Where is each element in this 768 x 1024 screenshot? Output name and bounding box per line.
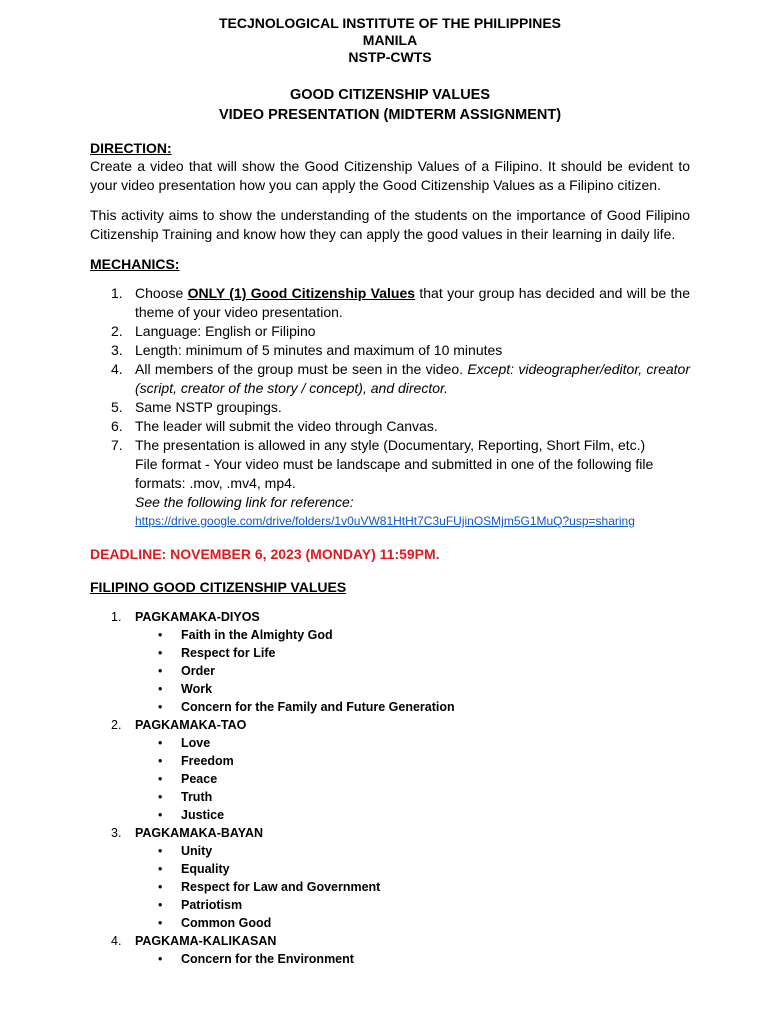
list-item bbox=[90, 698, 690, 716]
value-group bbox=[90, 608, 690, 716]
item-emphasis: ONLY (1) Good Citizenship Values bbox=[187, 285, 416, 301]
item-text: All members of the group must be seen in the video. bbox=[135, 361, 468, 377]
list-item bbox=[90, 662, 690, 680]
mechanics-item bbox=[90, 360, 690, 398]
value-group-title: PAGKAMAKA-BAYAN bbox=[135, 826, 264, 840]
list-item bbox=[90, 806, 690, 824]
value-sub-list bbox=[90, 842, 690, 932]
list-item-text: Work bbox=[181, 682, 213, 696]
bullet-icon: • bbox=[158, 754, 163, 768]
bullet-icon: • bbox=[158, 646, 163, 660]
value-sub-list bbox=[90, 950, 690, 968]
bullet-icon: • bbox=[158, 898, 163, 912]
list-item bbox=[90, 626, 690, 644]
file-format-text: File format - Your video must be landscape and submitted in one of the following file formats: .mov, .mv4, mp4. bbox=[135, 456, 654, 491]
mechanics-item bbox=[90, 436, 690, 531]
bullet-icon: • bbox=[158, 682, 163, 696]
item-number: 7. bbox=[111, 437, 123, 453]
item-number: 5. bbox=[111, 399, 123, 415]
list-item-text: Unity bbox=[181, 844, 213, 858]
item-number: 4. bbox=[111, 361, 123, 377]
list-item bbox=[90, 770, 690, 788]
value-group-title-row bbox=[90, 608, 690, 626]
value-group-title: PAGKAMAKA-TAO bbox=[135, 718, 247, 732]
value-group-title: PAGKAMA-KALIKASAN bbox=[135, 934, 277, 948]
value-group-number: 1. bbox=[111, 610, 122, 624]
item-text: Choose bbox=[135, 285, 188, 301]
value-group-title-row bbox=[90, 716, 690, 734]
mechanics-item bbox=[90, 417, 690, 436]
mechanics-item bbox=[90, 284, 690, 322]
item-text: Length: minimum of 5 minutes and maximum of 10 minutes bbox=[135, 342, 503, 358]
bullet-icon: • bbox=[158, 952, 163, 966]
list-item-text: Concern for the Family and Future Generation bbox=[181, 700, 455, 714]
mechanics-item bbox=[90, 341, 690, 360]
program-name: NSTP-CWTS bbox=[348, 49, 432, 65]
value-sub-list bbox=[90, 734, 690, 824]
bullet-icon: • bbox=[158, 628, 163, 642]
list-item-text: Freedom bbox=[181, 754, 234, 768]
item-text: Language: English or Filipino bbox=[135, 323, 316, 339]
document-header bbox=[90, 15, 690, 66]
reference-label: See the following link for reference: bbox=[135, 494, 354, 510]
list-item bbox=[90, 914, 690, 932]
list-item bbox=[90, 950, 690, 968]
list-item-text: Equality bbox=[181, 862, 230, 876]
item-number: 2. bbox=[111, 323, 123, 339]
list-item-text: Faith in the Almighty God bbox=[181, 628, 333, 642]
mechanics-list bbox=[90, 284, 690, 531]
bullet-icon: • bbox=[158, 862, 163, 876]
reference-link[interactable]: https://drive.google.com/drive/folders/1v0uVW81HtHt7C3uFUjinOSMjm5G1MuQ?usp=sharing bbox=[135, 514, 635, 528]
title-line-1: GOOD CITIZENSHIP VALUES bbox=[289, 87, 491, 103]
mechanics-heading: MECHANICS: bbox=[90, 256, 180, 272]
bullet-icon: • bbox=[158, 700, 163, 714]
list-item bbox=[90, 860, 690, 878]
deadline-notice: DEADLINE: NOVEMBER 6, 2023 (MONDAY) 11:59PM. bbox=[90, 546, 440, 562]
list-item-text: Order bbox=[181, 664, 216, 678]
item-number: 6. bbox=[111, 418, 123, 434]
list-item bbox=[90, 896, 690, 914]
bullet-icon: • bbox=[158, 844, 163, 858]
values-list bbox=[90, 608, 690, 968]
list-item bbox=[90, 788, 690, 806]
list-item-text: Common Good bbox=[181, 916, 272, 930]
list-item bbox=[90, 752, 690, 770]
item-italic-note: Except: videographer/editor, creator (script, creator of the story / concept), and director. bbox=[135, 361, 690, 396]
list-item bbox=[90, 680, 690, 698]
list-item-text: Love bbox=[181, 736, 211, 750]
direction-paragraph-2: This activity aims to show the understanding of the students on the importance of Good Filipino Citizenship Training and know how they can apply the good values in their learning in daily life. bbox=[90, 207, 690, 242]
bullet-icon: • bbox=[158, 664, 163, 678]
list-item bbox=[90, 644, 690, 662]
mechanics-item bbox=[90, 322, 690, 341]
institution-name: TECJNOLOGICAL INSTITUTE OF THE PHILIPPINES bbox=[219, 15, 561, 31]
list-item-text: Truth bbox=[181, 790, 213, 804]
institution-city: MANILA bbox=[362, 32, 418, 48]
value-group-title: PAGKAMAKA-DIYOS bbox=[135, 610, 260, 624]
list-item-text: Justice bbox=[181, 808, 225, 822]
bullet-icon: • bbox=[158, 790, 163, 804]
values-heading: FILIPINO GOOD CITIZENSHIP VALUES bbox=[90, 579, 347, 595]
value-group-number: 4. bbox=[111, 934, 122, 948]
list-item bbox=[90, 842, 690, 860]
list-item bbox=[90, 734, 690, 752]
item-text: Same NSTP groupings. bbox=[135, 399, 282, 415]
direction-paragraph-1: Create a video that will show the Good Citizenship Values of a Filipino. It should be evident to your video presentation how you can apply the Good Citizenship Values as a Filipino citizen. bbox=[90, 158, 690, 193]
mechanics-item bbox=[90, 398, 690, 417]
value-group-title-row bbox=[90, 932, 690, 950]
value-group-number: 2. bbox=[111, 718, 122, 732]
title-line-2: VIDEO PRESENTATION (MIDTERM ASSIGNMENT) bbox=[218, 107, 562, 123]
bullet-icon: • bbox=[158, 736, 163, 750]
value-group bbox=[90, 716, 690, 824]
value-group bbox=[90, 824, 690, 932]
item-number: 3. bbox=[111, 342, 123, 358]
bullet-icon: • bbox=[158, 880, 163, 894]
list-item-text: Patriotism bbox=[181, 898, 243, 912]
item-number: 1. bbox=[111, 285, 123, 301]
value-group-number: 3. bbox=[111, 826, 122, 840]
item-text: The leader will submit the video through Canvas. bbox=[135, 418, 438, 434]
bullet-icon: • bbox=[158, 916, 163, 930]
item-text: that your group has decided and will be the theme of your video presentation. bbox=[135, 285, 690, 320]
list-item-text: Concern for the Environment bbox=[181, 952, 354, 966]
bullet-icon: • bbox=[158, 808, 163, 822]
list-item bbox=[90, 878, 690, 896]
assignment-title bbox=[90, 85, 690, 125]
direction-heading: DIRECTION: bbox=[90, 140, 172, 156]
item-text: The presentation is allowed in any style (Documentary, Reporting, Short Film, etc.) bbox=[135, 437, 646, 453]
list-item-text: Respect for Law and Government bbox=[181, 880, 381, 894]
list-item-text: Peace bbox=[181, 772, 218, 786]
list-item-text: Respect for Life bbox=[181, 646, 276, 660]
value-sub-list bbox=[90, 626, 690, 716]
value-group-title-row bbox=[90, 824, 690, 842]
value-group bbox=[90, 932, 690, 968]
bullet-icon: • bbox=[158, 772, 163, 786]
